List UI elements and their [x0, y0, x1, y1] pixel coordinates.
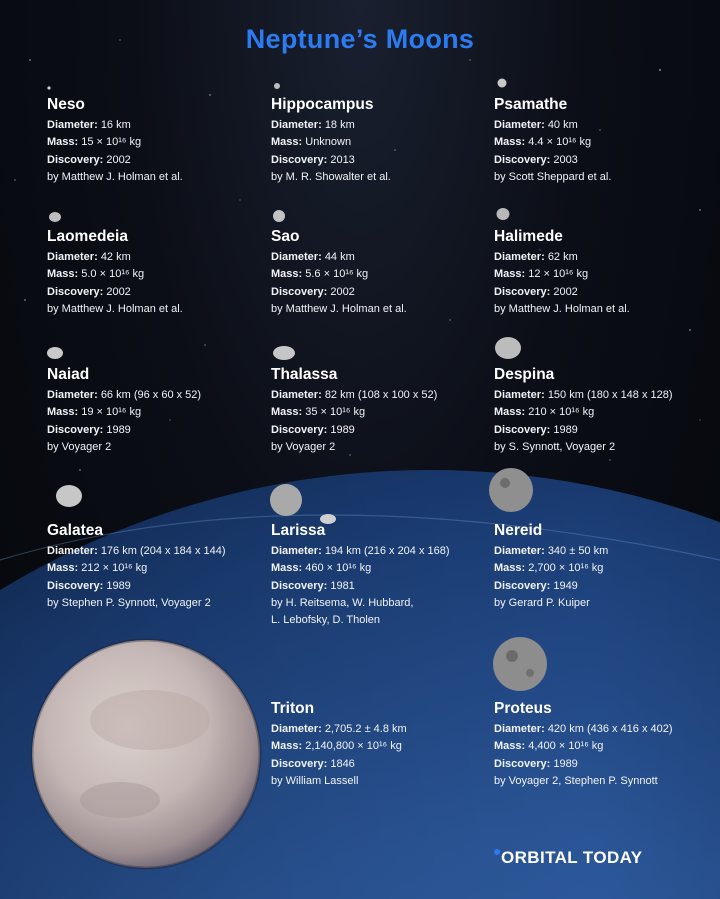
- naiad-moon-icon: [47, 347, 63, 359]
- moon-discovery-year: 2002: [106, 285, 131, 298]
- moon-diameter: 420 km (436 x 416 x 402): [547, 722, 673, 735]
- moon-diameter: 62 km: [547, 250, 578, 263]
- moon-discovery-year: 2002: [330, 285, 355, 298]
- moon-card-naiad: Naiad Diameter: 66 km (96 x 60 x 52) Mass: 19 × 10¹⁶ kg Discovery: 1989 by Voyager 2: [47, 366, 262, 456]
- moon-card-hippocampus: Hippocampus Diameter: 18 km Mass: Unknown Discovery: 2013 by M. R. Showalter et al.: [271, 96, 486, 186]
- moon-name: Psamathe: [494, 96, 568, 113]
- moon-card-halimede: Halimede Diameter: 62 km Mass: 12 × 10¹⁶ kg Discovery: 2002 by Matthew J. Holman et al.: [494, 228, 709, 318]
- moon-diameter: 150 km (180 x 148 x 128): [547, 388, 673, 401]
- brand-name: ORBITAL TODAY: [501, 848, 643, 867]
- neso-moon-icon: [47, 86, 50, 89]
- larissa-moon-icon: [270, 484, 336, 524]
- moon-diameter: 44 km: [324, 250, 355, 263]
- moon-card-laomedeia: Laomedeia Diameter: 42 km Mass: 5.0 × 10¹⁶ kg Discovery: 2002 by Matthew J. Holman et al.: [47, 228, 262, 318]
- moon-name: Neso: [47, 96, 85, 113]
- moon-diameter: 340 ± 50 km: [547, 544, 609, 557]
- moon-mass: 4.4 × 10¹⁶ kg: [528, 135, 592, 148]
- moon-diameter: 82 km (108 x 100 x 52): [324, 388, 438, 401]
- moon-diameter: 18 km: [324, 118, 355, 131]
- moon-mass: 5.6 × 10¹⁶ kg: [305, 267, 369, 280]
- moon-mass: 5.0 × 10¹⁶ kg: [81, 267, 145, 280]
- moon-discoverer: by H. Reitsema, W. Hubbard,: [271, 596, 414, 609]
- moon-discovery-year: 1981: [330, 579, 355, 592]
- moon-mass: Unknown: [305, 135, 352, 148]
- moon-discovery-year: 1989: [553, 757, 578, 770]
- moon-mass: 2,700 × 10¹⁶ kg: [528, 561, 604, 574]
- moon-name: Larissa: [271, 522, 326, 539]
- moon-mass: 35 × 10¹⁶ kg: [305, 405, 366, 418]
- moon-card-despina: Despina Diameter: 150 km (180 x 148 x 128) Mass: 210 × 10¹⁶ kg Discovery: 1989 by S. Synnott, Voyager 2: [494, 366, 709, 456]
- moon-discovery-year: 1989: [330, 423, 355, 436]
- moon-discoverer: by Matthew J. Holman et al.: [494, 302, 630, 315]
- laomedeia-moon-icon: [49, 212, 61, 222]
- moon-card-nereid: Nereid Diameter: 340 ± 50 km Mass: 2,700 × 10¹⁶ kg Discovery: 1949 by Gerard P. Kuiper: [494, 522, 709, 612]
- moon-mass: 19 × 10¹⁶ kg: [81, 405, 142, 418]
- moon-diameter: 42 km: [100, 250, 131, 263]
- moon-card-triton: Triton Diameter: 2,705.2 ± 4.8 km Mass: 2,140,800 × 10¹⁶ kg Discovery: 1846 by William Lassell: [271, 700, 486, 790]
- moon-mass: 12 × 10¹⁶ kg: [528, 267, 589, 280]
- moon-discoverer: by Voyager 2: [271, 440, 336, 453]
- moon-discoverer: by Matthew J. Holman et al.: [47, 302, 183, 315]
- moon-discovery-year: 2002: [553, 285, 578, 298]
- moon-name: Galatea: [47, 522, 104, 539]
- psamathe-moon-icon: [498, 79, 507, 88]
- moon-discoverer: by Voyager 2, Stephen P. Synnott: [494, 774, 658, 787]
- moon-name: Proteus: [494, 700, 552, 717]
- moon-discoverer: by Matthew J. Holman et al.: [271, 302, 407, 315]
- moon-discoverer-cont: L. Lebofsky, D. Tholen: [271, 613, 381, 626]
- moon-diameter: 40 km: [547, 118, 578, 131]
- moon-name: Hippocampus: [271, 96, 374, 113]
- hippocampus-moon-icon: [274, 83, 280, 89]
- moon-discovery-year: 1989: [106, 579, 131, 592]
- orbital-today-logo: [494, 848, 643, 868]
- moon-discoverer: by Gerard P. Kuiper: [494, 596, 590, 609]
- moon-mass: 460 × 10¹⁶ kg: [305, 561, 372, 574]
- moon-card-proteus: Proteus Diameter: 420 km (436 x 416 x 402) Mass: 4,400 × 10¹⁶ kg Discovery: 1989 by Voyager 2, Stephen P. Synnott: [494, 700, 709, 790]
- moon-diameter: 2,705.2 ± 4.8 km: [324, 722, 407, 735]
- moon-discovery-year: 1989: [553, 423, 578, 436]
- moon-name: Halimede: [494, 228, 563, 245]
- moon-diameter: 16 km: [100, 118, 131, 131]
- moon-diameter: 176 km (204 x 184 x 144): [100, 544, 226, 557]
- moon-discoverer: by S. Synnott, Voyager 2: [494, 440, 616, 453]
- moon-discovery-year: 1949: [553, 579, 578, 592]
- moon-mass: 4,400 × 10¹⁶ kg: [528, 739, 604, 752]
- moon-card-neso: Neso Diameter: 16 km Mass: 15 × 10¹⁶ kg Discovery: 2002 by Matthew J. Holman et al.: [47, 96, 262, 186]
- moon-name: Nereid: [494, 522, 543, 539]
- moon-name: Thalassa: [271, 366, 338, 383]
- moon-discovery-year: 2013: [330, 153, 355, 166]
- moon-discovery-year: 1846: [330, 757, 355, 770]
- moon-name: Triton: [271, 700, 315, 717]
- moon-mass: 15 × 10¹⁶ kg: [81, 135, 142, 148]
- moon-name: Sao: [271, 228, 300, 245]
- moon-mass: 210 × 10¹⁶ kg: [528, 405, 595, 418]
- moon-mass: 2,140,800 × 10¹⁶ kg: [305, 739, 402, 752]
- nereid-moon-icon: [489, 468, 533, 512]
- despina-moon-icon: [495, 337, 521, 359]
- moon-discoverer: by Stephen P. Synnott, Voyager 2: [47, 596, 211, 609]
- moon-discovery-year: 1989: [106, 423, 131, 436]
- moon-discoverer: by Scott Sheppard et al.: [494, 170, 612, 183]
- page-title: Neptune’s Moons: [245, 24, 475, 54]
- moon-card-sao: Sao Diameter: 44 km Mass: 5.6 × 10¹⁶ kg Discovery: 2002 by Matthew J. Holman et al.: [271, 228, 486, 318]
- moon-discoverer: by Matthew J. Holman et al.: [47, 170, 183, 183]
- moon-discoverer: by Voyager 2: [47, 440, 112, 453]
- moon-card-thalassa: Thalassa Diameter: 82 km (108 x 100 x 52) Mass: 35 × 10¹⁶ kg Discovery: 1989 by Voyager 2: [271, 366, 486, 456]
- moon-name: Despina: [494, 366, 555, 383]
- moon-card-galatea: Galatea Diameter: 176 km (204 x 184 x 144) Mass: 212 × 10¹⁶ kg Discovery: 1989 by Stephen P. Synnott, Voyager 2: [47, 522, 262, 612]
- moon-diameter: 194 km (216 x 204 x 168): [324, 544, 450, 557]
- moon-name: Laomedeia: [47, 228, 128, 245]
- moon-discovery-year: 2002: [106, 153, 131, 166]
- moon-card-larissa: Larissa Diameter: 194 km (216 x 204 x 168) Mass: 460 × 10¹⁶ kg Discovery: 1981 by H. Reitsema, W. Hubbard, L. Lebofsky, D. Tholen: [271, 522, 486, 629]
- moon-diameter: 66 km (96 x 60 x 52): [100, 388, 202, 401]
- proteus-moon-icon: [493, 637, 547, 691]
- moon-discoverer: by M. R. Showalter et al.: [271, 170, 391, 183]
- halimede-moon-icon: [497, 208, 510, 220]
- thalassa-moon-icon: [273, 346, 295, 360]
- sao-moon-icon: [273, 210, 285, 222]
- moon-discovery-year: 2003: [553, 153, 578, 166]
- moon-mass: 212 × 10¹⁶ kg: [81, 561, 148, 574]
- moon-card-psamathe: Psamathe Diameter: 40 km Mass: 4.4 × 10¹⁶ kg Discovery: 2003 by Scott Sheppard et al.: [494, 96, 709, 186]
- logo-dot-icon: [494, 849, 500, 855]
- moon-name: Naiad: [47, 366, 90, 383]
- galatea-moon-icon: [56, 485, 82, 507]
- moon-discoverer: by William Lassell: [271, 774, 359, 787]
